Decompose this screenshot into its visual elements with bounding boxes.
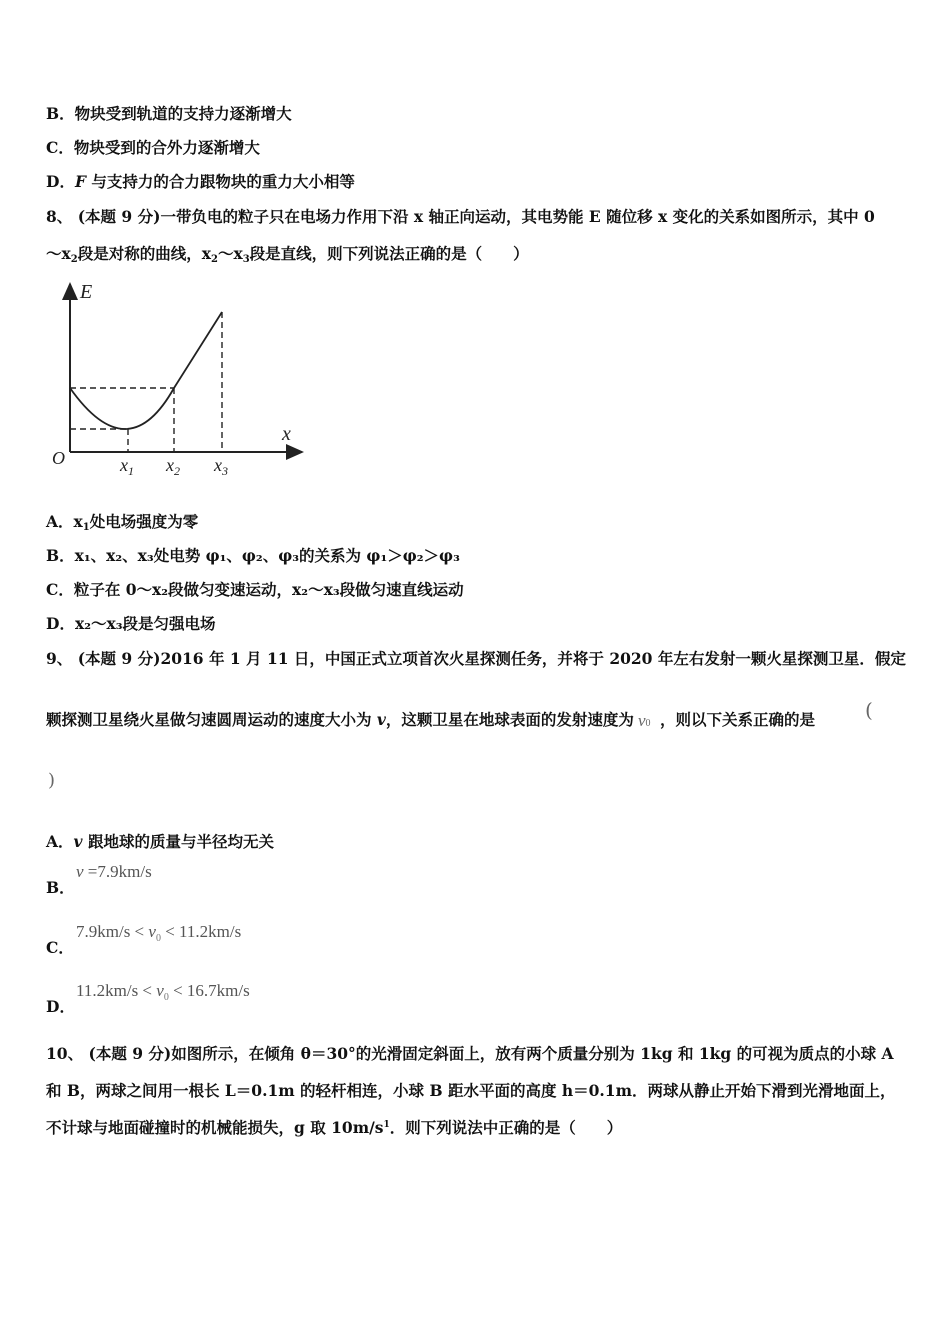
tick-x3: $x_3$ bbox=[214, 455, 228, 478]
q9-option-d-label: D． bbox=[46, 997, 75, 1016]
q9-stem-line1: 9、 (本题 9 分)2016 年 1 月 11 日，中国正式立项首次火星探测任务，并将于 2020 年左右发射一颗火星探测卫星．假定 bbox=[46, 649, 906, 668]
q9-option-b-formula: v =7.9km/s bbox=[76, 862, 152, 881]
q10-stem-line1: 10、 (本题 9 分)如图所示，在倾角 θ＝30°的光滑固定斜面上，放有两个质量分别为 1kg 和 1kg 的可视为质点的小球 A bbox=[46, 1044, 894, 1063]
option-text: x₂～x₃段是匀强电场 bbox=[74, 614, 216, 633]
q7-option-b bbox=[46, 102, 292, 124]
option-label: A． bbox=[46, 512, 74, 531]
question-number: 10、 bbox=[46, 1044, 84, 1063]
q8-option-b bbox=[46, 544, 460, 566]
energy-position-graph bbox=[46, 278, 316, 478]
question-number: 9、 bbox=[46, 649, 73, 668]
close-paren: ) bbox=[48, 770, 56, 791]
q7-option-c bbox=[46, 136, 260, 158]
option-text: 物块受到的合外力逐渐增大 bbox=[73, 138, 260, 157]
option-var: F bbox=[74, 172, 86, 191]
q7-option-d bbox=[46, 170, 355, 192]
q10-stem-line2: 和 B，两球之间用一根长 L＝0.1m 的轻杆相连，小球 B 距水平面的高度 h＝0.1m．两球从静止开始下滑到光滑地面上， bbox=[46, 1081, 896, 1100]
q8-option-d bbox=[46, 612, 216, 634]
q9-option-d-formula: $11.2km/s < v_0 < 16.7km/s$ bbox=[76, 981, 250, 1003]
q9-stem-line2: 颗探测卫星绕火星做匀速圆周运动的速度大小为 v，这颗卫星在地球表面的发射速度为 v0 ，则以下关系正确的是 bbox=[46, 710, 815, 730]
q9-option-b-label: B． bbox=[46, 878, 75, 897]
q8-stem-line1: 8、 (本题 9 分)一带负电的粒子只在电场力作用下沿 x 轴正向运动，其电势能 E 随位移 x 变化的关系如图所示，其中 0 bbox=[46, 207, 875, 226]
tick-x1: $x_1$ bbox=[120, 455, 134, 478]
y-axis-label: E bbox=[80, 281, 93, 303]
option-label: B． bbox=[46, 104, 75, 123]
open-paren: ( bbox=[865, 698, 873, 722]
option-label: A． bbox=[46, 832, 74, 851]
x-axis-label: x bbox=[282, 423, 291, 445]
option-text: 跟地球的质量与半径均无关 bbox=[82, 832, 274, 851]
origin-label: O bbox=[52, 448, 65, 468]
q10-stem-line3: 不计球与地面碰撞时的机械能损失，g 取 $10m/s^1$．则下列说法中正确的是（ ） bbox=[46, 1118, 623, 1137]
q8-stem-line2: $\sim x_2$段是对称的曲线，$x_2\sim x_3$段是直线，则下列说法正确的是（ ） bbox=[46, 244, 529, 265]
q9-option-a: A．v 跟地球的质量与半径均无关 bbox=[46, 832, 274, 851]
option-label: C． bbox=[46, 580, 74, 599]
tick-x2: $x_2$ bbox=[166, 455, 180, 478]
option-label: D． bbox=[46, 614, 75, 633]
option-label: C． bbox=[46, 138, 74, 157]
option-text: 物块受到轨道的支持力逐渐增大 bbox=[74, 104, 292, 123]
q9-option-c-label: C． bbox=[46, 938, 74, 957]
energy-curve bbox=[70, 312, 222, 429]
question-number: 8、 bbox=[46, 207, 73, 226]
q8-option-a: A．$x_1$处电场强度为零 bbox=[46, 512, 199, 533]
q9-option-c-formula: $7.9km/s < v_0 < 11.2km/s$ bbox=[76, 922, 242, 944]
q8-option-c bbox=[46, 578, 464, 600]
option-text: 与支持力的合力跟物块的重力大小相等 bbox=[85, 172, 355, 191]
option-label: B． bbox=[46, 546, 75, 565]
option-label: D． bbox=[46, 172, 75, 191]
option-text: 粒子在 0～x₂段做匀变速运动，x₂～x₃段做匀速直线运动 bbox=[73, 580, 464, 599]
option-text: x₁、x₂、x₃处电势 φ₁、φ₂、φ₃的关系为 φ₁＞φ₂＞φ₃ bbox=[74, 546, 460, 565]
